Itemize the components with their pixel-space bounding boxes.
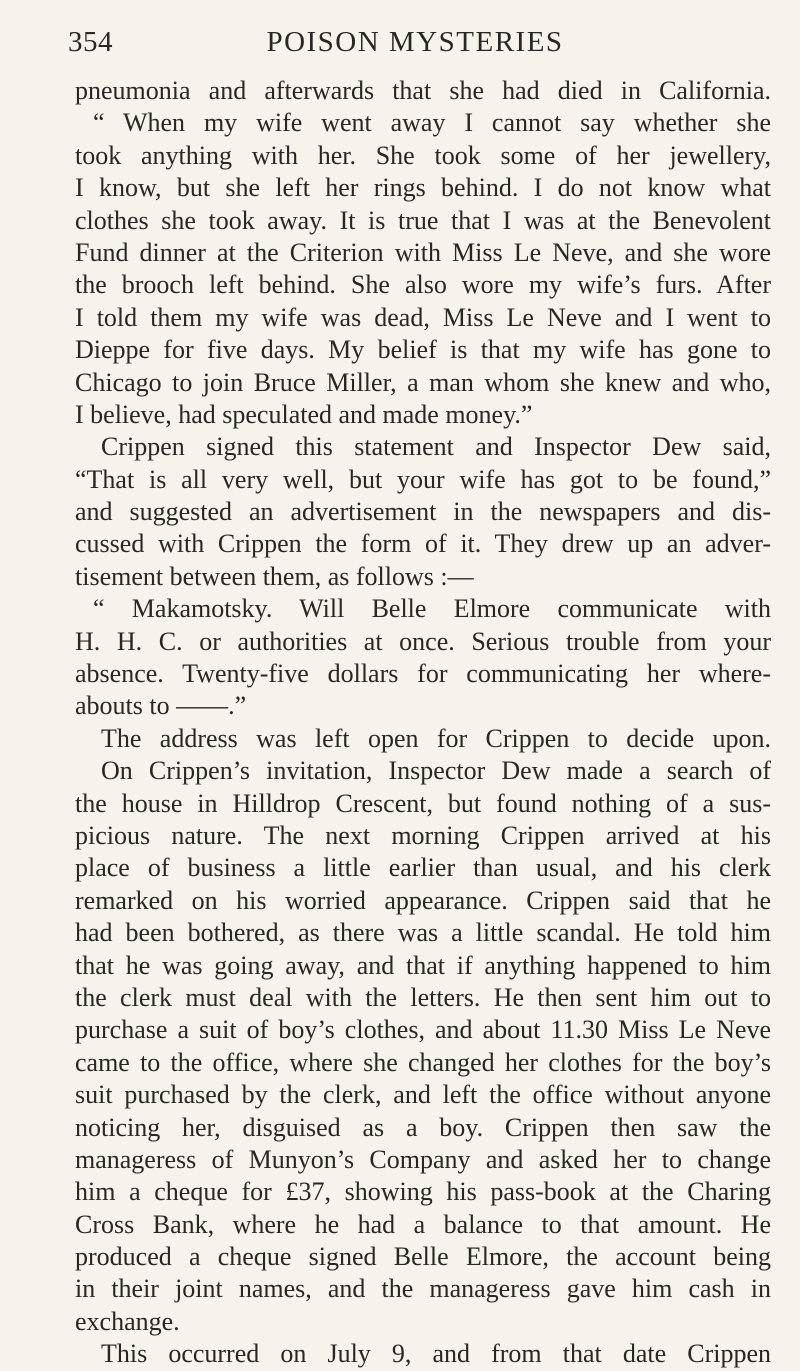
- text-line: “ When my wife went away I cannot say whether she: [93, 108, 771, 138]
- running-title: POISON MYSTERIES: [266, 26, 564, 58]
- text-line: cussed with Crippen the form of it. They drew up an adver-: [75, 529, 771, 559]
- text-line: remarked on his worried appearance. Crippen said that he: [75, 885, 771, 915]
- text-line: took anything with her. She took some of her jewellery,: [75, 140, 771, 170]
- text-line: produced a cheque signed Belle Elmore, the account being: [75, 1242, 771, 1272]
- text-line: and suggested an advertisement in the newspapers and dis-: [75, 497, 771, 527]
- text-line: Chicago to join Bruce Miller, a man whom she knew and who,: [75, 367, 771, 397]
- page-number: 354: [68, 26, 113, 58]
- text-line: the house in Hilldrop Crescent, but found nothing of a sus-: [75, 788, 771, 818]
- text-line: exchange.: [75, 1306, 180, 1336]
- text-line: Cross Bank, where he had a balance to that amount. He: [75, 1209, 771, 1239]
- page-header: [68, 26, 730, 66]
- text-line: suit purchased by the clerk, and left the office without anyone: [75, 1080, 771, 1110]
- text-line: clothes she took away. It is true that I was at the Benevolent: [75, 205, 771, 235]
- text-line: Fund dinner at the Criterion with Miss Le Neve, and she wore: [75, 237, 771, 267]
- text-line: abouts to ——.”: [75, 691, 247, 721]
- text-line: I know, but she left her rings behind. I do not know what: [75, 173, 771, 203]
- text-line: “That is all very well, but your wife has got to be found,”: [75, 464, 771, 494]
- text-line: came to the office, where she changed her clothes for the boy’s: [75, 1047, 771, 1077]
- text-line: I believe, had speculated and made money.”: [75, 399, 533, 429]
- text-line: pneumonia and afterwards that she had died in California.: [75, 76, 771, 105]
- text-line: tisement between them, as follows :—: [75, 561, 474, 591]
- text-line: manageress of Munyon’s Company and asked her to change: [75, 1144, 771, 1174]
- text-line: noticing her, disguised as a boy. Crippen then saw the: [75, 1112, 771, 1142]
- text-line: H. H. C. or authorities at once. Serious trouble from your: [75, 626, 771, 656]
- text-line: had been bothered, as there was a little scandal. He told him: [75, 918, 771, 948]
- body-text: [75, 75, 771, 1371]
- text-line: that he was going away, and that if anything happened to him: [75, 950, 771, 980]
- text-line: The address was left open for Crippen to decide upon.: [101, 723, 771, 753]
- text-line: purchase a suit of boy’s clothes, and about 11.30 Miss Le Neve: [75, 1015, 771, 1045]
- text-line: “ Makamotsky. Will Belle Elmore communicate with: [93, 594, 771, 624]
- text-line: absence. Twenty-five dollars for communicating her where-: [75, 659, 771, 689]
- text-line: On Crippen’s invitation, Inspector Dew made a search of: [101, 756, 771, 786]
- text-line: the brooch left behind. She also wore my wife’s furs. After: [75, 270, 771, 300]
- text-line: Crippen signed this statement and Inspector Dew said,: [101, 432, 771, 462]
- text-line: him a cheque for £37, showing his pass-book at the Charing: [75, 1177, 771, 1207]
- text-line: This occurred on July 9, and from that date Crippen: [101, 1339, 771, 1369]
- text-line: I told them my wife was dead, Miss Le Neve and I went to: [75, 302, 771, 332]
- text-line: in their joint names, and the manageress gave him cash in: [75, 1274, 771, 1304]
- text-line: place of business a little earlier than usual, and his clerk: [75, 853, 771, 883]
- text-line: Dieppe for five days. My belief is that my wife has gone to: [75, 335, 771, 365]
- text-line: picious nature. The next morning Crippen arrived at his: [75, 820, 771, 850]
- text-line: the clerk must deal with the letters. He then sent him out to: [75, 982, 771, 1012]
